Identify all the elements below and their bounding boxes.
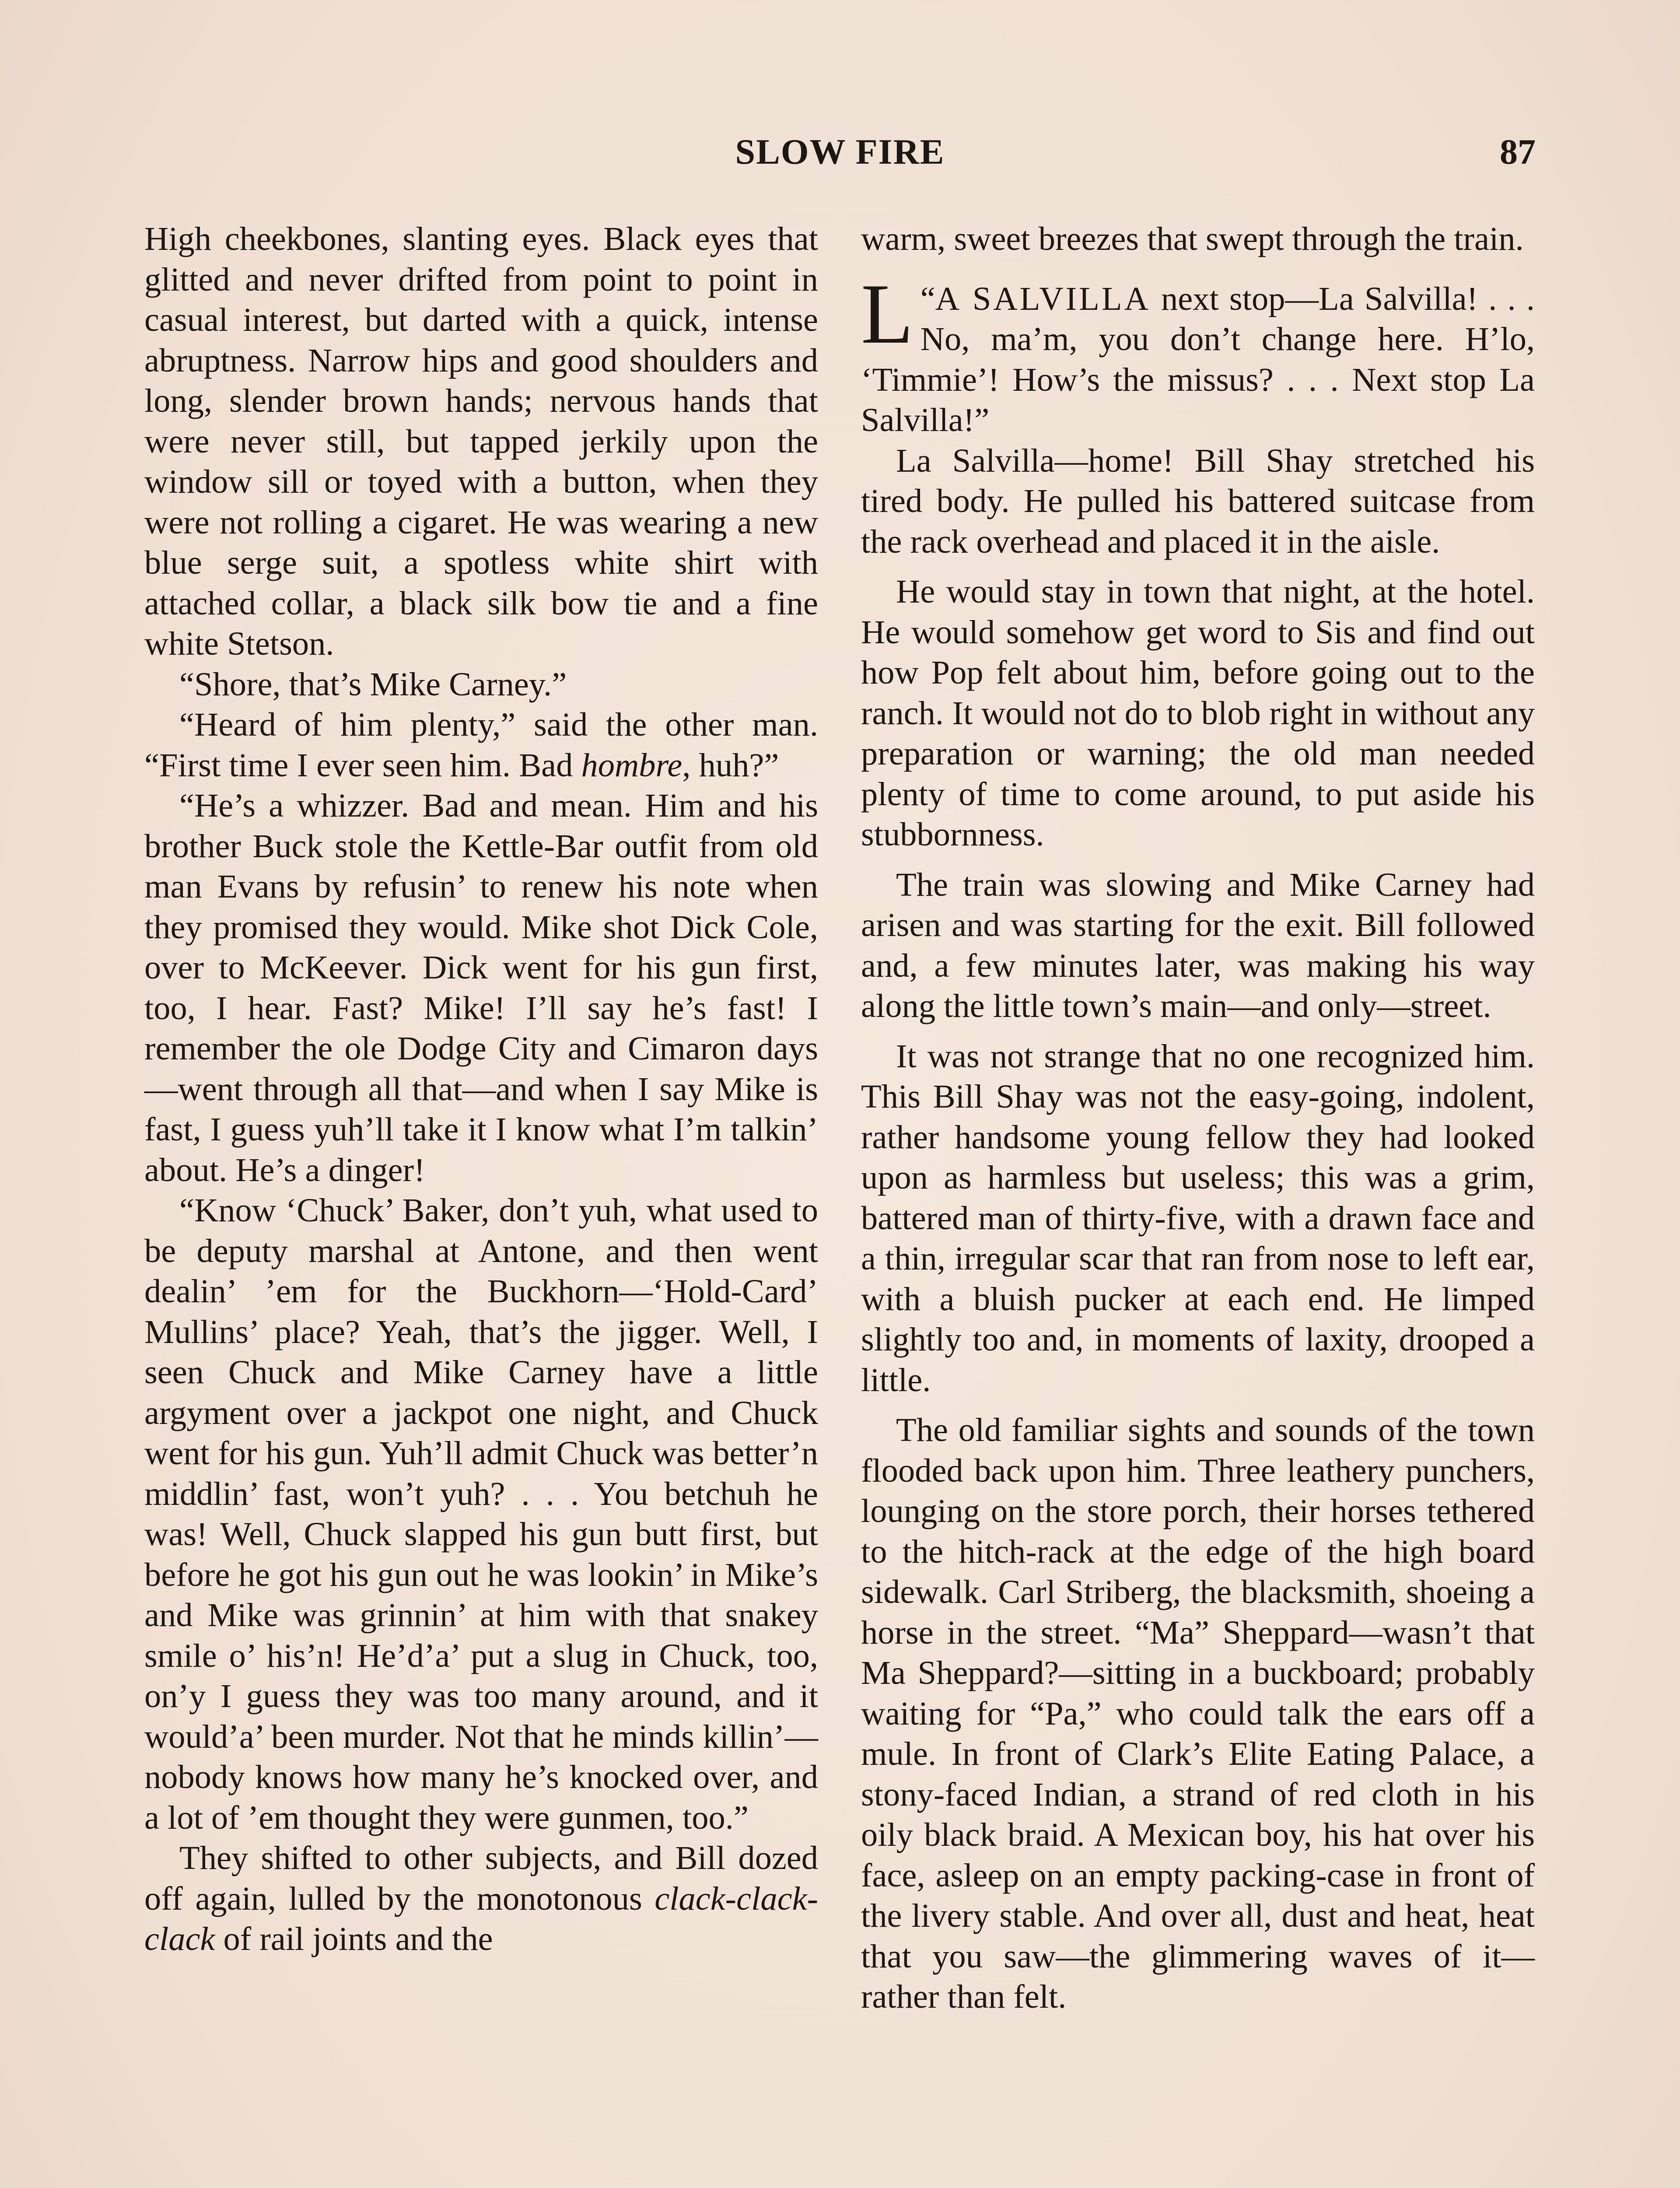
paragraph xyxy=(144,1838,818,1960)
left-text-column xyxy=(144,219,818,1960)
text-run: next stop—La Salvilla! . . . No, ma’m, you don’t change here. H’lo, ‘Timmie’! How’s the missus? . . . Next stop La Salvilla!” xyxy=(861,280,1535,438)
italic-text: hombre xyxy=(581,746,682,784)
open-quote: “ xyxy=(920,280,935,317)
running-title: SLOW FIRE xyxy=(735,132,945,172)
paragraph: The train was slowing and Mike Carney had arisen and was starting for the exit. Bill followed and, a few minutes later, was making his way along the little town’s main—and only—street. xyxy=(861,866,1535,1024)
section-opening-paragraph xyxy=(861,266,1535,441)
paragraph: The old familiar sights and sounds of the town flooded back upon him. Three leathery punchers, lounging on the store porch, their horses tethered to the hitch-rack at the edge of the high board sidewalk. Carl Striberg, the blacksmith, shoeing a horse in the street. “Ma” Sheppard—wasn’t that Ma Sheppard?—sitting in a buckboard; probably waiting for “Pa,” who could talk the ears off a mule. In front of Clark’s Elite Eating Palace, a stony-faced Indian, a strand of red cloth in his oily black braid. A Mexican boy, his hat over his face, asleep on an empty packing-case in front of the livery stable. And over all, dust and heat, heat that you saw—the glimmering waves of it—rather than felt. xyxy=(861,1411,1535,2015)
text-run: of rail joints and the xyxy=(215,1920,493,1957)
paragraph: “He’s a whizzer. Bad and mean. Him and his brother Buck stole the Kettle-Bar outfit from old man Evans by refusin’ to renew his note when they promised they would. Mike shot Dick Cole, over to McKeever. Dick went for his gun first, too, I hear. Fast? Mike! I’ll say he’s fast! I remember the ole Dodge City and Cimaron days—went through all that—and when I say Mike is fast, I guess yuh’ll take it I know what I’m talkin’ about. He’s a dinger! xyxy=(144,787,818,1189)
italic-text: clack-clack-clack xyxy=(144,1879,818,1957)
paragraph: “Shore, that’s Mike Carney.” xyxy=(179,665,567,703)
paragraph: He would stay in town that night, at the hotel. He would somehow get word to Sis and find out how Pop felt about him, before going out to the ranch. It would not do to blob right in without any preparation or warning; the old man needed plenty of time to come around, to put aside his stubbornness. xyxy=(861,573,1535,853)
paragraph: La Salvilla—home! Bill Shay stretched his tired body. He pulled his battered suitcase from the rack overhead and placed it in the aisle. xyxy=(861,442,1535,560)
paragraph: warm, sweet breezes that swept through the train. xyxy=(861,220,1524,257)
paragraph: High cheekbones, slanting eyes. Black eyes that glitted and never drifted from point to point in casual interest, but darted with a quick, intense abruptness. Narrow hips and good shoulders and long, slender brown hands; nervous hands that were never still, but tapped jerkily upon the window sill or toyed with a button, when they were not rolling a cigaret. He was wearing a new blue serge suit, a spotless white shirt with attached collar, a black silk bow tie and a fine white Stetson. xyxy=(144,220,818,662)
page-header xyxy=(144,131,1536,179)
page-number: 87 xyxy=(1500,132,1536,172)
paragraph: “Know ‘Chuck’ Baker, don’t yuh, what used to be deputy marshal at Antone, and then went dealin’ ’em for the Buckhorn—‘Hold-Card’ Mullins’ place? Yeah, that’s the jigger. Well, I seen Chuck and Mike Carney have a little argyment over a jackpot one night, and Chuck went for his gun. Yuh’ll admit Chuck was better’n middlin’ fast, won’t yuh? . . . You betchuh he was! Well, Chuck slapped his gun butt first, but before he got his gun out he was lookin’ in Mike’s and Mike was grinnin’ at him with that snakey smile o’ his’n! He’d’a’ put a slug in Chuck, too, on’y I guess they was too many around, and it would’a’ been murder. Not that he minds killin’—nobody knows how many he’s knocked over, and a lot of ’em thought they were gunmen, too.” xyxy=(144,1192,818,1836)
paragraph xyxy=(144,705,818,785)
text-run: They shifted to other subjects, and Bill dozed off again, lulled by the monotonous xyxy=(144,1839,818,1917)
right-text-column xyxy=(861,219,1535,2017)
small-caps-lead: A SALVILLA xyxy=(935,280,1151,317)
paragraph: It was not strange that no one recognized him. This Bill Shay was not the easy-going, indolent, rather handsome young fellow they had looked upon as harmless but useless; this was a grim, battered man of thirty-five, with a drawn face and a thin, irregular scar that ran from nose to left ear, with a bluish pucker at each end. He limped slightly too and, in moments of laxity, drooped a little. xyxy=(861,1037,1535,1399)
text-run: “Heard of him plenty,” said the other man. “First time I ever seen him. Bad xyxy=(144,706,818,784)
text-run: , huh?” xyxy=(682,746,779,784)
drop-cap: L xyxy=(861,266,914,361)
